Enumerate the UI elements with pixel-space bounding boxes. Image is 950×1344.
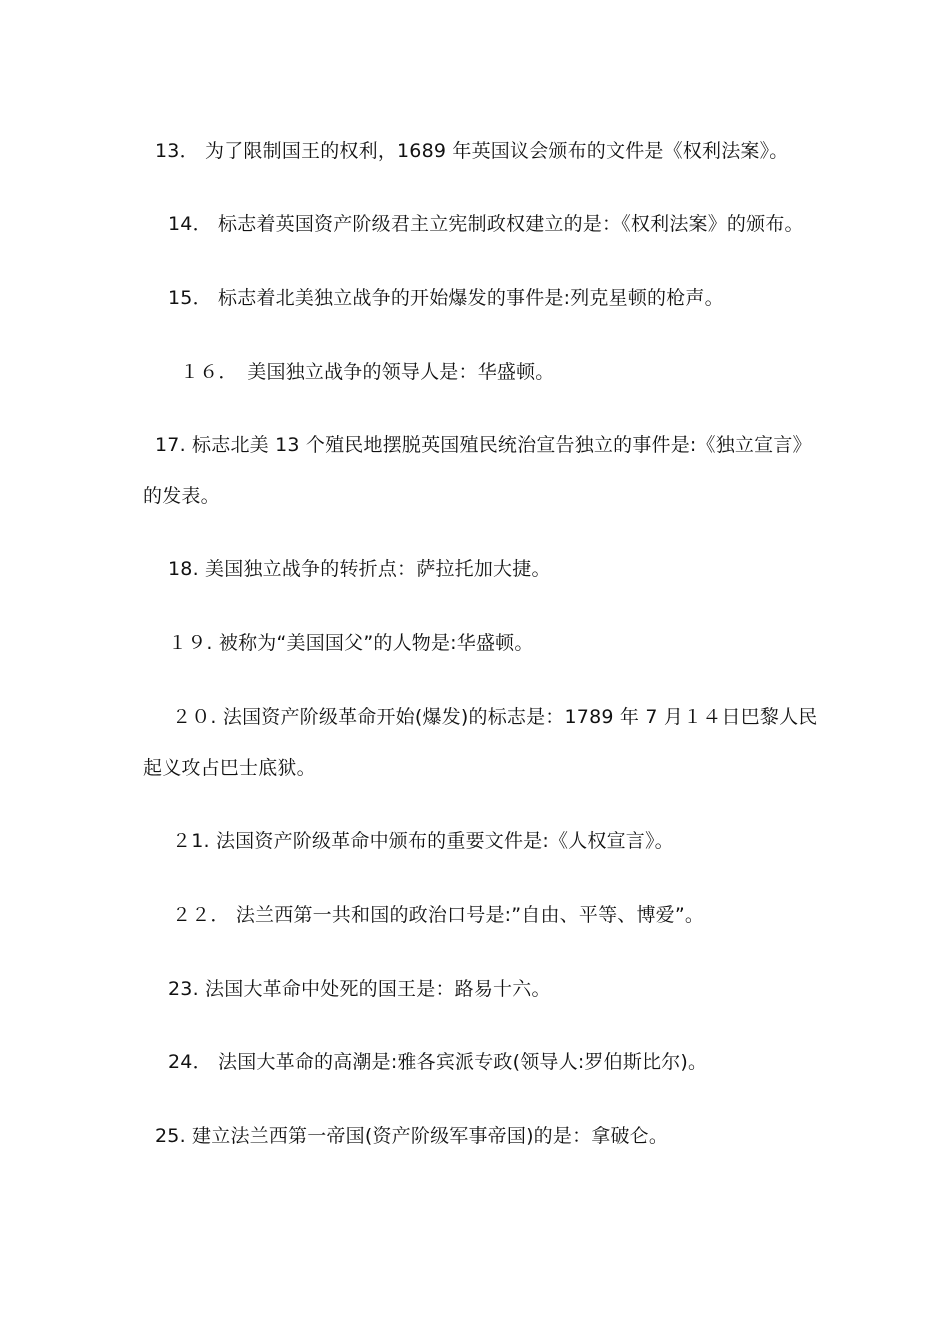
item-23: 23. 法国大革命中处死的国王是：路易十六。 [168,978,551,1000]
item-20: ２０. 法国资产阶级革命开始(爆发)的标志是：1789 年 7 月１４日巴黎人民 [172,706,818,728]
item-20-continued: 起义攻占巴士底狱。 [143,757,316,779]
item-24: 24． 法国大革命的高潮是:雅各宾派专政(领导人:罗伯斯比尔)。 [168,1051,708,1073]
item-14: 14． 标志着英国资产阶级君主立宪制政权建立的是：《权利法案》的颁布。 [168,213,804,235]
item-22: ２２． 法兰西第一共和国的政治口号是:”自由、平等、博爱”。 [172,904,705,926]
item-13: 13． 为了限制国王的权利，1689 年英国议会颁布的文件是《权利法案》。 [155,140,789,162]
item-16: １６． 美国独立战争的领导人是：华盛顿。 [180,361,555,383]
item-25: 25. 建立法兰西第一帝国(资产阶级军事帝国)的是：拿破仑。 [155,1125,669,1147]
item-15: 15． 标志着北美独立战争的开始爆发的事件是:列克星顿的枪声。 [168,287,724,309]
item-19: １９. 被称为“美国国父”的人物是:华盛顿。 [168,632,534,654]
item-17-continued: 的发表。 [143,485,220,507]
item-18: 18. 美国独立战争的转折点：萨拉托加大捷。 [168,558,551,580]
item-17: 17. 标志北美 13 个殖民地摆脱英国殖民统治宣告独立的事件是:《独立宣言》 [155,434,812,456]
item-21: ２1. 法国资产阶级革命中颁布的重要文件是:《人权宣言》。 [172,830,674,852]
